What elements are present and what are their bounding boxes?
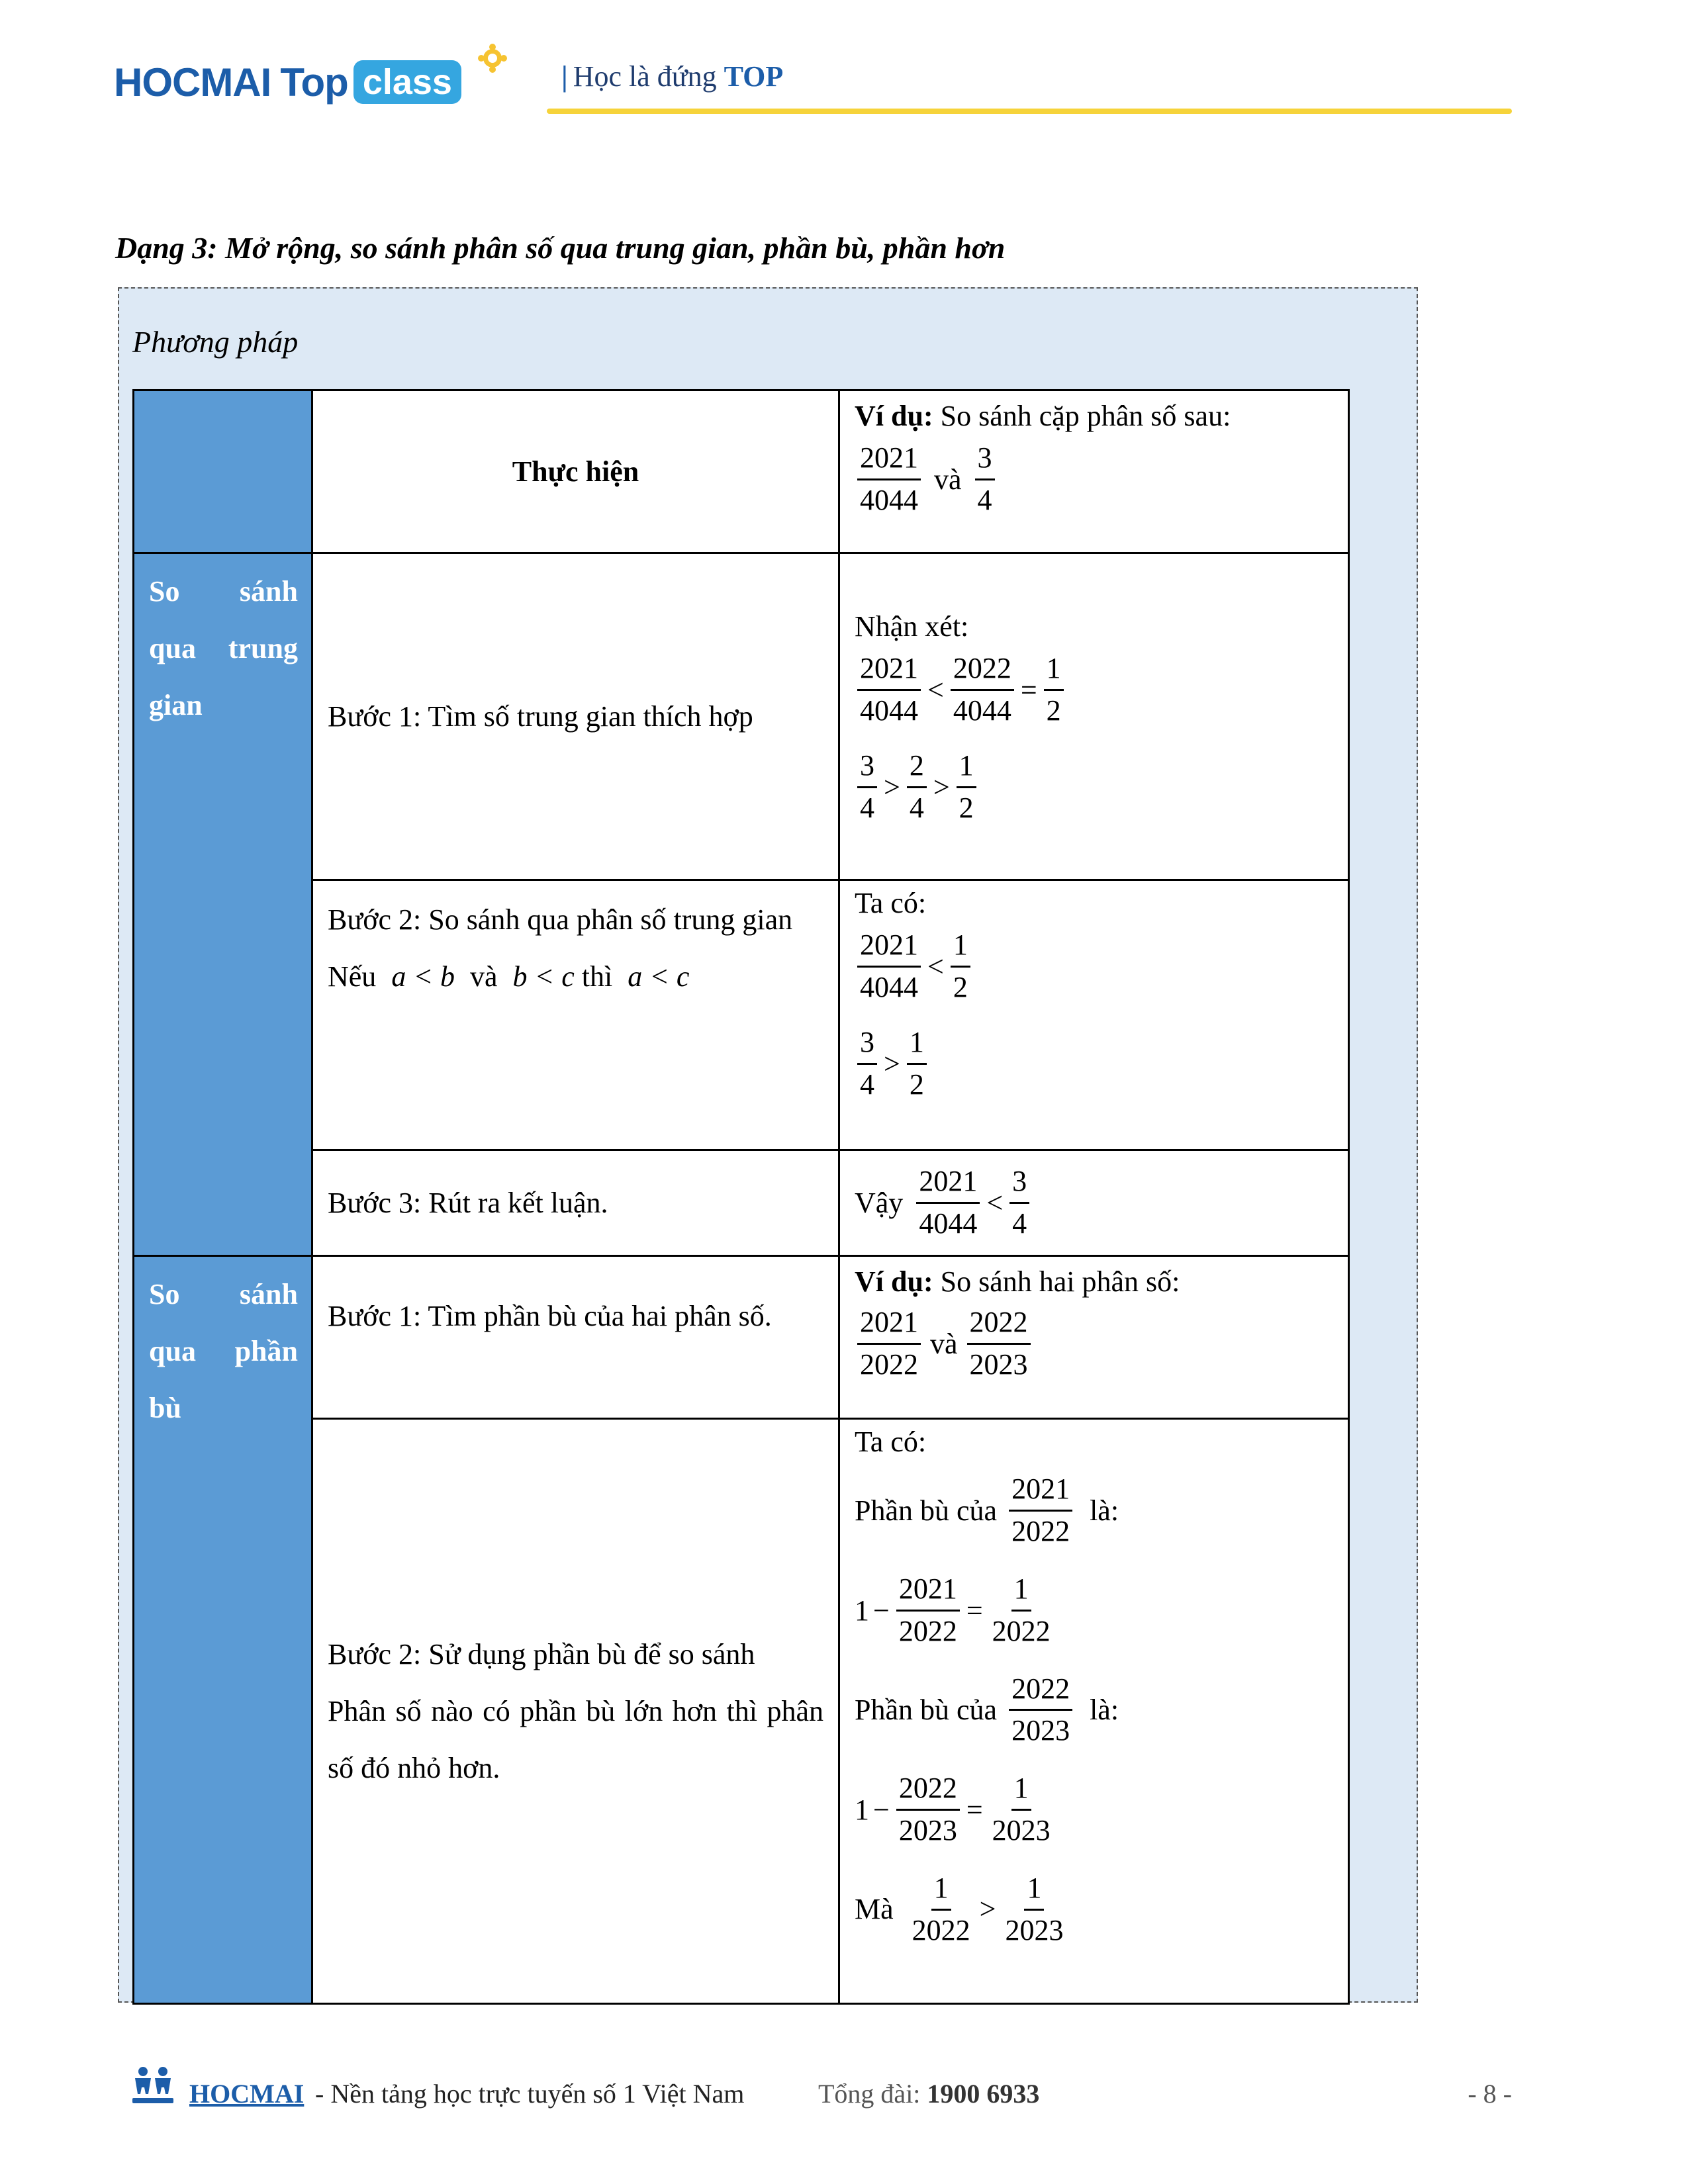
header-tagline: | Học là đứng TOP (561, 60, 784, 93)
g2-step2-row (134, 1419, 1349, 2004)
g1-step1-example-cell (839, 553, 1349, 880)
g1-step2-line2: $\frac{3}{4}$ > $\frac{1}{2}$ (855, 1025, 1333, 1103)
header-thuc-hien: Thực hiện (512, 455, 639, 488)
g1-step3-text: Bước 3: Rút ra kết luận. (328, 1186, 608, 1219)
g1-step2-text: Bước 2: So sánh qua phân số trung gian (328, 903, 793, 936)
g2-calc1-line: 1 − $\frac{2021}{2022}$ = $\frac{1}{2022}$ (855, 1572, 1051, 1647)
g2-phanbu1-line: Phần bù của $\frac{2021}{2022}$ là: (855, 1473, 1119, 1548)
g1-step2-line1: $\frac{2021}{4044}$ < $\frac{1}{2}$ (855, 928, 1333, 1005)
method-label: Phương pháp (132, 325, 299, 359)
header-thuc-hien-cell (312, 390, 839, 553)
g1-step3-example-cell (839, 1150, 1349, 1256)
example2-intro: Ví dụ: So sánh hai phân số: (855, 1265, 1180, 1298)
g1-step1-cell (312, 553, 839, 880)
example1-cell (839, 390, 1349, 553)
group1-label-cell (134, 553, 312, 1256)
g1-step2-taco: Ta có: (855, 887, 927, 919)
g2-step1-row (134, 1256, 1349, 1419)
example2-cell (839, 1256, 1349, 1419)
method-table (132, 389, 1350, 2005)
page-footer (130, 2073, 1512, 2116)
g2-phanbu2-line: Phần bù của $\frac{2022}{2023}$ là: (855, 1672, 1119, 1747)
g1-step2-cell (312, 880, 839, 1150)
example2-fractions: $\frac{2021}{2022}$ và $\frac{2022}{2023}$ (855, 1305, 1333, 1383)
g1-step2-condition: Nếu a < b và b < c thì a < c (328, 960, 690, 993)
g2-step1-text: Bước 1: Tìm phần bù của hai phân số. (328, 1300, 772, 1332)
header-corner-cell (134, 390, 312, 553)
group1-label: So sánh qua trung gian (149, 575, 298, 721)
page-number: - 8 - (1468, 2079, 1512, 2109)
g2-step1-cell (312, 1256, 839, 1419)
hocmai-topclass-logo: HOCMAI Top class (114, 56, 461, 109)
g1-step2-example-cell (839, 880, 1349, 1150)
header-underline (547, 109, 1512, 114)
footer-description: - Nền tảng học trực tuyến số 1 Việt Nam (315, 2079, 745, 2109)
footer-hotline: Tổng đài: 1900 6933 (818, 2079, 1040, 2109)
g1-step3-row (134, 1150, 1349, 1256)
g1-step3-line: Vậy $\frac{2021}{4044}$ < $\frac{3}{4}$ (855, 1164, 1333, 1242)
group2-label: So sánh qua phần bù (149, 1278, 298, 1424)
footer-brand-link[interactable]: HOCMAI (189, 2079, 305, 2109)
example1-intro: Ví dụ: So sánh cặp phân số sau: (855, 400, 1231, 432)
hocmai-people-icon (130, 2065, 176, 2106)
g2-step2-text-a: Bước 2: Sử dụng phần bù để so sánh (328, 1637, 755, 1670)
g2-step2-text-b: Phân số nào có phần bù lớn hơn thì phân số đó nhỏ hơn. (328, 1694, 823, 1784)
group2-label-cell (134, 1256, 312, 2004)
g2-step2-cell (312, 1419, 839, 2004)
g1-step1-obs: Nhận xét: (855, 610, 969, 643)
g1-step2-row (134, 880, 1349, 1150)
g2-calc2-line: 1 − $\frac{2022}{2023}$ = $\frac{1}{2023}$ (855, 1772, 1051, 1846)
g1-step1-row (134, 553, 1349, 880)
g1-step1-text: Bước 1: Tìm số trung gian thích hợp (328, 700, 753, 733)
g2-taco: Ta có: (855, 1426, 927, 1458)
g2-step2-example-cell (839, 1419, 1349, 2004)
g2-final-line: Mà $\frac{1}{2022}$ > $\frac{1}{2023}$ (855, 1871, 1064, 1946)
section-title: Dạng 3: Mở rộng, so sánh phân số qua trung gian, phần bù, phần hơn (115, 231, 1006, 265)
g1-step3-cell (312, 1150, 839, 1256)
example1-fractions: $\frac{2021}{4044}$ và $\frac{3}{4}$ (855, 441, 1333, 518)
logo-star-icon (478, 44, 507, 73)
g1-step1-line1: $\frac{2021}{4044}$ < $\frac{2022}{4044}$ = $\frac{1}{2}$ (855, 651, 1333, 729)
g1-step1-line2: $\frac{3}{4}$ > $\frac{2}{4}$ > $\frac{1}{2}$ (855, 749, 1333, 826)
table-header-row (134, 390, 1349, 553)
